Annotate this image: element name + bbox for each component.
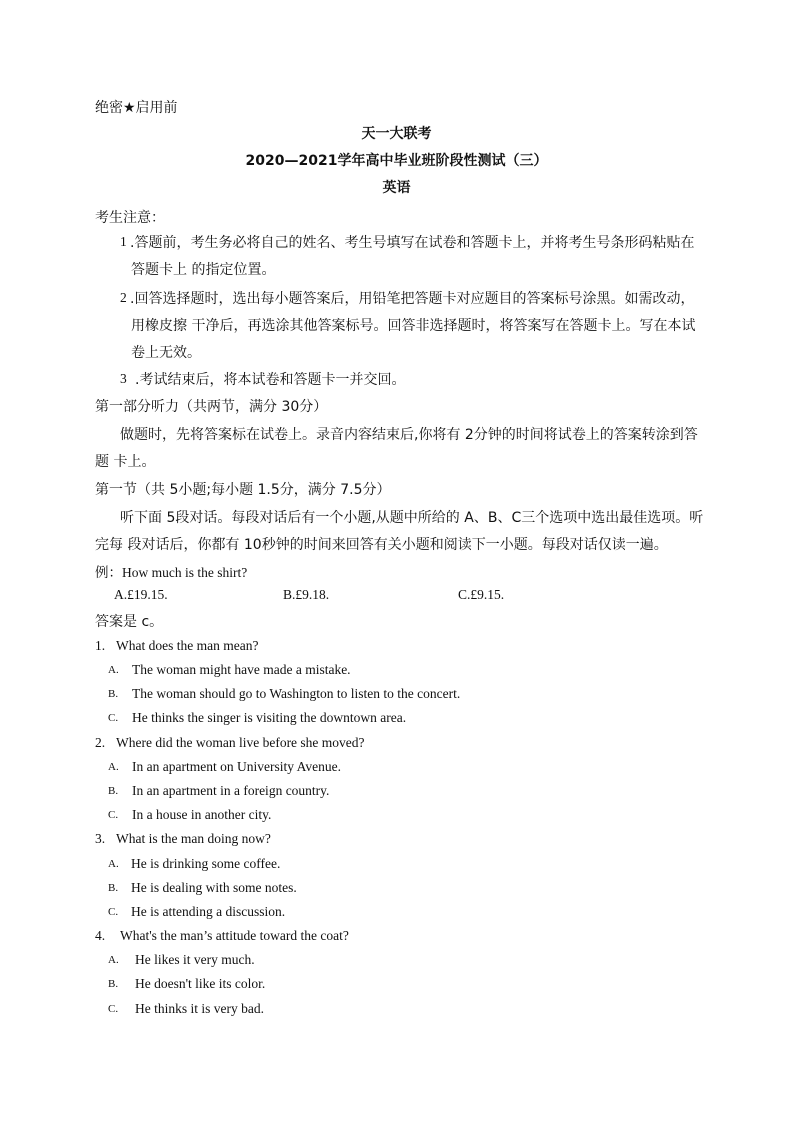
q2-option-a-letter: A.	[108, 761, 119, 773]
q4-option-a-text: He likes it very much.	[135, 952, 255, 967]
notice-title: 考生注意：	[95, 210, 165, 226]
notice-3-line1: .考试结束后，将本试卷和答题卡一并交回。	[135, 372, 406, 388]
q2-option-c-text: In a house in another city.	[132, 807, 272, 822]
example-option-c: C.£9.15.	[458, 587, 505, 602]
example-answer: 答案是 c。	[95, 614, 164, 630]
question-1-text: What does the man mean?	[116, 638, 259, 653]
section1-instruction-line2: 完每 段对话后，你都有 10秒钟的时间来回答有关小题和阅读下一小题。每段对话仅读一遍。	[95, 537, 668, 553]
question-3-number: 3.	[95, 831, 106, 846]
notice-num-3: 3	[120, 371, 127, 386]
q2-option-b-text: In an apartment in a foreign country.	[132, 783, 330, 798]
q4-option-c-letter: C.	[108, 1003, 119, 1015]
question-2-text: Where did the woman live before she moved?	[116, 735, 365, 750]
notice-2-line3: 卷上无效。	[131, 345, 201, 361]
q4-option-b-letter: B.	[108, 978, 119, 990]
confidential-mark: 绝密★启用前	[95, 100, 178, 116]
part1-instruction-line2: 题 卡上。	[95, 454, 156, 470]
question-4-number: 4.	[95, 928, 106, 943]
notice-2-line2: 用橡皮擦 干净后，再选涂其他答案标号。回答非选择题时，将答案写在答题卡上。写在本试	[131, 318, 696, 334]
exam-title: 2020—2021学年高中毕业班阶段性测试（三）	[245, 153, 548, 169]
notice-2-line1: .回答选择题时，选出每小题答案后，用铅笔把答题卡对应题目的答案标号涂黑。如需改动，	[130, 291, 695, 307]
q1-option-b-letter: B.	[108, 688, 119, 700]
notice-1-line2: 答题卡上 的指定位置。	[131, 262, 276, 278]
q3-option-c-text: He is attending a discussion.	[131, 904, 286, 919]
exam-org: 天一大联考	[361, 126, 432, 142]
notice-num-1: 1	[120, 234, 127, 249]
part1-instruction-line1: 做题时，先将答案标在试卷上。录音内容结束后,你将有 2分钟的时间将试卷上的答案转涂到答	[120, 427, 698, 443]
question-4-text: What's the man’s attitude toward the coat?	[120, 928, 349, 943]
question-1-number: 1.	[95, 638, 106, 653]
q4-option-b-text: He doesn't like its color.	[135, 976, 266, 991]
section1-instruction-line1: 听下面 5段对话。每段对话后有一个小题,从题中所给的 A、B、C三个选项中选出最佳选项。听	[120, 510, 704, 526]
example-question: 例：How much is the shirt?	[95, 565, 248, 580]
q3-option-c-letter: C.	[108, 906, 119, 918]
section1-title: 第一节（共 5小题;每小题 1.5分，满分 7.5分）	[95, 482, 391, 498]
part1-title: 第一部分听力（共两节，满分 30分）	[95, 399, 328, 415]
q1-option-b-text: The woman should go to Washington to listen to the concert.	[132, 686, 461, 701]
q4-option-a-letter: A.	[108, 954, 119, 966]
q3-option-b-letter: B.	[108, 882, 119, 894]
q1-option-c-text: He thinks the singer is visiting the downtown area.	[132, 710, 407, 725]
q1-option-a-letter: A.	[108, 664, 119, 676]
q2-option-c-letter: C.	[108, 809, 119, 821]
question-2-number: 2.	[95, 735, 106, 750]
example-option-a: A.£19.15.	[114, 587, 168, 602]
q1-option-c-letter: C.	[108, 712, 119, 724]
notice-num-2: 2	[120, 290, 127, 305]
q3-option-b-text: He is dealing with some notes.	[131, 880, 297, 895]
notice-1-line1: .答题前，考生务必将自己的姓名、考生号填写在试卷和答题卡上，并将考生号条形码粘贴在	[130, 235, 695, 251]
q4-option-c-text: He thinks it is very bad.	[135, 1001, 264, 1016]
q2-option-b-letter: B.	[108, 785, 119, 797]
q3-option-a-letter: A.	[108, 858, 119, 870]
q3-option-a-text: He is drinking some coffee.	[131, 856, 281, 871]
q2-option-a-text: In an apartment on University Avenue.	[132, 759, 341, 774]
q1-option-a-text: The woman might have made a mistake.	[132, 662, 351, 677]
question-3-text: What is the man doing now?	[116, 831, 271, 846]
example-option-b: B.£9.18.	[283, 587, 330, 602]
subject-title: 英语	[382, 180, 411, 196]
